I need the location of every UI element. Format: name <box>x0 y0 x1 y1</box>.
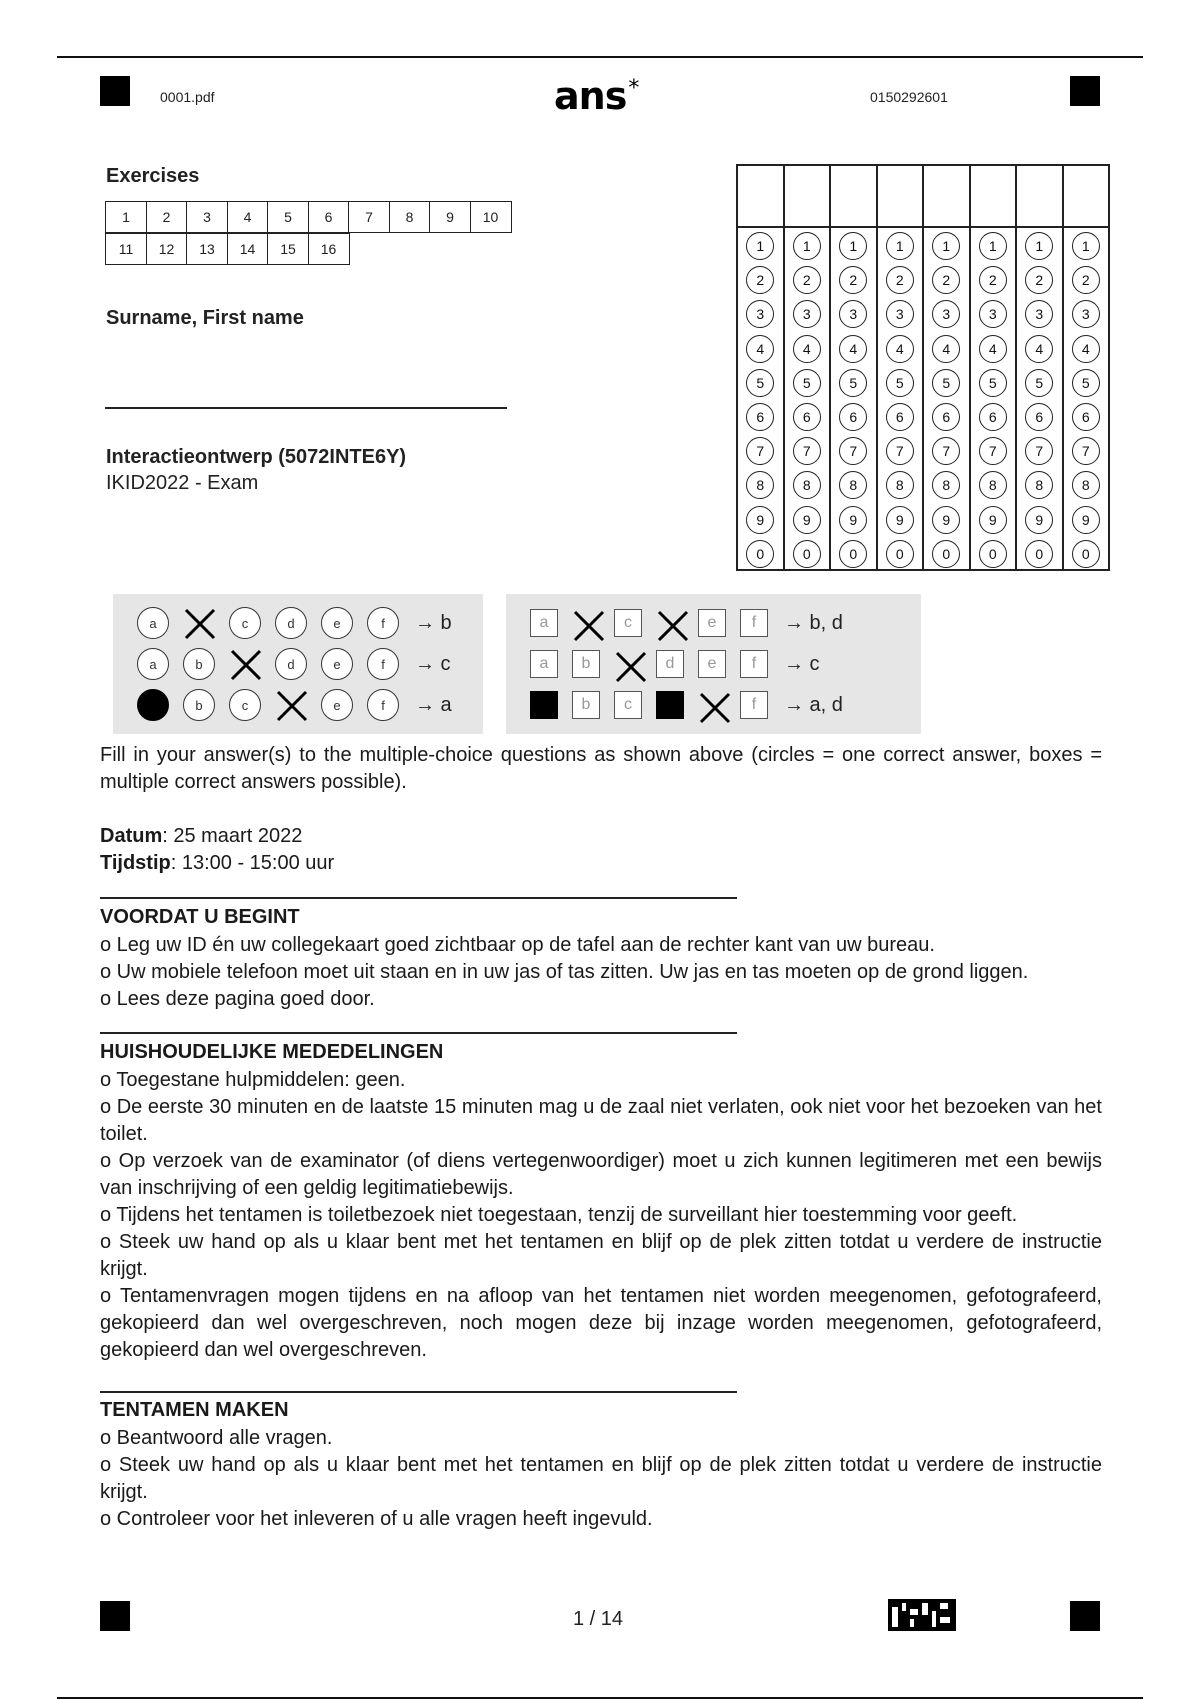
student-number-bubble[interactable]: 8 <box>1025 471 1053 499</box>
box-option-letter: e <box>707 655 717 672</box>
circle-option-letter: f <box>381 615 385 631</box>
box-example-row <box>530 688 843 722</box>
circle-option-a <box>137 648 169 680</box>
student-number-bubble[interactable]: 7 <box>979 437 1007 465</box>
box-option-c <box>614 609 642 637</box>
student-number-bubble[interactable]: 8 <box>746 471 774 499</box>
circle-example-row <box>137 688 452 722</box>
student-number-bubble[interactable]: 4 <box>1072 335 1100 363</box>
circle-example-row <box>137 606 452 640</box>
circle-option-b <box>183 648 215 680</box>
name-field-label: Surname, First name <box>106 307 304 329</box>
student-number-column <box>783 166 830 569</box>
exercise-cell: 4 <box>227 201 269 233</box>
student-number-bubble[interactable]: 6 <box>746 403 774 431</box>
box-option-f <box>740 609 768 637</box>
box-option-d <box>656 691 684 719</box>
student-number-bubble[interactable]: 7 <box>746 437 774 465</box>
student-number-bubble[interactable]: 0 <box>979 540 1007 568</box>
student-number-bubble[interactable]: 9 <box>839 506 867 534</box>
student-number-bubble[interactable]: 5 <box>793 369 821 397</box>
student-number-bubble[interactable]: 2 <box>932 266 960 294</box>
box-option-b <box>572 650 600 678</box>
box-option-letter: c <box>624 696 632 713</box>
student-number-bubble[interactable]: 2 <box>793 266 821 294</box>
box-option-d <box>656 650 684 678</box>
circle-option-letter: a <box>149 656 157 672</box>
circle-option-f <box>367 689 399 721</box>
box-option-letter: b <box>581 696 591 713</box>
box-option-letter: d <box>665 655 675 672</box>
student-number-bubble[interactable]: 9 <box>793 506 821 534</box>
student-number-bubble[interactable]: 6 <box>886 403 914 431</box>
circle-example-row <box>137 647 451 681</box>
list-item: o Lees deze pagina goed door. <box>100 988 375 1010</box>
box-option-letter: b <box>581 655 591 672</box>
date-line <box>100 823 1102 850</box>
student-number-bubble[interactable]: 2 <box>746 266 774 294</box>
exercises-row-2 <box>105 233 350 265</box>
student-number-bubble[interactable]: 9 <box>886 506 914 534</box>
circle-option-letter: e <box>333 656 341 672</box>
circle-option-b <box>183 689 215 721</box>
student-number-column <box>1062 166 1109 569</box>
student-number-bubble[interactable]: 4 <box>793 335 821 363</box>
box-option-a <box>530 650 558 678</box>
student-number-bubble[interactable]: 1 <box>839 232 867 260</box>
circle-option-letter: d <box>287 615 295 631</box>
student-number-digit-box[interactable] <box>785 166 830 228</box>
time-line <box>100 850 1102 877</box>
exercise-cell: 14 <box>227 233 269 265</box>
list-item: o Toegestane hulpmiddelen: geen. <box>100 1069 406 1091</box>
student-number-column <box>922 166 969 569</box>
student-number-digit-box[interactable] <box>971 166 1016 228</box>
list-item: o Uw mobiele telefoon moet uit staan en in uw jas of tas zitten. Uw jas en tas moeten op de grond liggen. <box>100 961 1029 983</box>
circle-option-letter: c <box>241 615 249 631</box>
student-number-bubble[interactable]: 3 <box>886 300 914 328</box>
multiple-choice-instruction: Fill in your answer(s) to the multiple-choice questions as shown above (circles = one correct answer, boxes = multiple correct answers possible). <box>100 744 1102 793</box>
exercise-cell: 1 <box>105 201 147 233</box>
box-option-e <box>698 691 726 719</box>
section-title-exam: TENTAMEN MAKEN <box>100 1399 289 1421</box>
circle-option-e <box>321 648 353 680</box>
circle-example-result: → a <box>415 693 452 716</box>
student-number-bubble[interactable]: 4 <box>1025 335 1053 363</box>
student-number-digit-box[interactable] <box>831 166 876 228</box>
corner-marker-top-left <box>100 76 130 106</box>
circle-option-c <box>229 607 261 639</box>
student-number-bubble[interactable]: 7 <box>1072 437 1100 465</box>
student-number-bubble[interactable]: 7 <box>886 437 914 465</box>
box-option-f <box>740 691 768 719</box>
circle-option-d <box>275 648 307 680</box>
student-number-column <box>1015 166 1062 569</box>
box-option-b <box>572 609 600 637</box>
student-number-bubble[interactable]: 9 <box>1072 506 1100 534</box>
box-option-letter: f <box>751 614 757 631</box>
logo-text: ans <box>554 74 627 118</box>
corner-marker-bottom-right <box>1070 1601 1100 1631</box>
box-option-e <box>698 609 726 637</box>
student-number-column <box>738 166 783 569</box>
circle-option-e <box>321 689 353 721</box>
student-number-digit-box[interactable] <box>738 166 783 228</box>
exercise-cell: 6 <box>308 201 350 233</box>
box-option-a <box>530 691 558 719</box>
circle-option-a <box>137 607 169 639</box>
document-code: 0150292601 <box>870 89 948 105</box>
student-number-bubble[interactable]: 3 <box>1072 300 1100 328</box>
section-title-before: VOORDAT U BEGINT <box>100 906 300 928</box>
filename: 0001.pdf <box>160 89 215 105</box>
student-number-bubble[interactable]: 9 <box>746 506 774 534</box>
list-item: o De eerste 30 minuten en de laatste 15 minuten mag u de zaal niet verlaten, ook niet voor het bezoeken van het toilet. <box>100 1096 1102 1145</box>
student-number-digit-box[interactable] <box>1017 166 1062 228</box>
student-number-bubble[interactable]: 5 <box>886 369 914 397</box>
student-number-bubble[interactable]: 7 <box>839 437 867 465</box>
circle-option-letter: c <box>241 697 249 713</box>
circle-example-result: → c <box>415 652 451 675</box>
box-example-result: → b, d <box>784 611 843 634</box>
student-number-bubble[interactable]: 8 <box>793 471 821 499</box>
box-option-letter: f <box>751 696 757 713</box>
circle-option-letter: f <box>381 697 385 713</box>
box-example-row <box>530 606 843 640</box>
student-number-bubble[interactable]: 3 <box>746 300 774 328</box>
student-number-bubble[interactable]: 0 <box>1072 540 1100 568</box>
student-number-bubble[interactable]: 1 <box>746 232 774 260</box>
student-number-bubble[interactable]: 1 <box>932 232 960 260</box>
student-number-bubble[interactable]: 5 <box>839 369 867 397</box>
exercise-cell: 2 <box>146 201 188 233</box>
student-number-bubble[interactable]: 0 <box>839 540 867 568</box>
student-number-digit-box[interactable] <box>878 166 923 228</box>
circle-option-a <box>137 689 169 721</box>
student-number-bubble[interactable]: 6 <box>932 403 960 431</box>
box-example-result: → c <box>784 652 820 675</box>
student-number-bubble[interactable]: 0 <box>932 540 960 568</box>
student-number-bubble[interactable]: 6 <box>839 403 867 431</box>
barcode-icon <box>888 1599 956 1631</box>
student-number-bubble[interactable]: 1 <box>793 232 821 260</box>
student-number-bubble[interactable]: 6 <box>1025 403 1053 431</box>
section-title-house: HUISHOUDELIJKE MEDEDELINGEN <box>100 1041 444 1063</box>
box-option-b <box>572 691 600 719</box>
circle-option-letter: b <box>195 656 203 672</box>
circle-option-c <box>229 689 261 721</box>
student-number-bubble[interactable]: 4 <box>746 335 774 363</box>
student-number-bubble[interactable]: 5 <box>746 369 774 397</box>
top-border-line <box>57 56 1143 58</box>
student-number-bubble[interactable]: 5 <box>1025 369 1053 397</box>
list-item: o Op verzoek van de examinator (of diens vertegenwoordiger) moet u zich kunnen legitimeren met een bewijs van inschrijving of een geldig legitimatiebewijs. <box>100 1150 1102 1199</box>
student-number-digit-box[interactable] <box>1064 166 1109 228</box>
circle-option-f <box>367 648 399 680</box>
box-option-c <box>614 691 642 719</box>
student-number-bubble[interactable]: 4 <box>839 335 867 363</box>
date-value: : 25 maart 2022 <box>162 825 303 847</box>
student-number-bubble[interactable]: 0 <box>886 540 914 568</box>
corner-marker-bottom-left <box>100 1601 130 1631</box>
box-option-letter: c <box>624 614 632 631</box>
exercise-cell: 12 <box>146 233 188 265</box>
date-label: Datum <box>100 825 163 847</box>
course-subtitle: IKID2022 - Exam <box>106 472 259 494</box>
time-label: Tijdstip <box>100 852 171 874</box>
student-number-bubble[interactable]: 8 <box>1072 471 1100 499</box>
student-number-bubble[interactable]: 2 <box>839 266 867 294</box>
student-number-bubble[interactable]: 8 <box>886 471 914 499</box>
student-number-bubble[interactable]: 5 <box>979 369 1007 397</box>
exercise-cell: 3 <box>186 201 228 233</box>
circle-option-letter: e <box>333 697 341 713</box>
circle-option-letter: d <box>287 656 295 672</box>
student-number-bubble[interactable]: 4 <box>886 335 914 363</box>
exercise-cell: 9 <box>429 201 471 233</box>
student-number-bubble[interactable]: 3 <box>1025 300 1053 328</box>
student-number-bubble[interactable]: 4 <box>979 335 1007 363</box>
list-item: o Steek uw hand op als u klaar bent met het tentamen en blijf op de plek zitten totdat u verdere de instructie krijgt. <box>100 1231 1102 1280</box>
student-number-bubble[interactable]: 6 <box>979 403 1007 431</box>
box-option-letter: a <box>539 614 549 631</box>
student-number-bubble[interactable]: 3 <box>932 300 960 328</box>
student-number-bubble[interactable]: 1 <box>979 232 1007 260</box>
circle-option-e <box>321 607 353 639</box>
student-number-bubble[interactable]: 1 <box>1025 232 1053 260</box>
circle-option-letter: f <box>381 656 385 672</box>
student-number-bubble[interactable]: 1 <box>1072 232 1100 260</box>
student-number-bubble[interactable]: 7 <box>793 437 821 465</box>
list-item: o Steek uw hand op als u klaar bent met het tentamen en blijf op de plek zitten totdat u verdere de instructie krijgt. <box>100 1454 1102 1503</box>
section-divider-before <box>100 897 737 899</box>
section-divider-exam <box>100 1391 737 1393</box>
circle-option-letter: a <box>149 615 157 631</box>
section-items-house <box>100 1067 1102 1364</box>
student-number-bubble[interactable]: 8 <box>979 471 1007 499</box>
logo-asterisk: * <box>628 76 639 101</box>
student-number-bubble[interactable]: 2 <box>886 266 914 294</box>
circle-option-c <box>229 648 261 680</box>
student-number-bubble[interactable]: 1 <box>886 232 914 260</box>
box-option-c <box>614 650 642 678</box>
student-number-bubble[interactable]: 7 <box>1025 437 1053 465</box>
box-example-row <box>530 647 820 681</box>
student-number-bubble[interactable]: 9 <box>979 506 1007 534</box>
student-number-bubble[interactable]: 3 <box>979 300 1007 328</box>
student-number-bubble[interactable]: 7 <box>932 437 960 465</box>
student-number-bubble[interactable]: 6 <box>1072 403 1100 431</box>
student-number-column <box>969 166 1016 569</box>
circle-option-letter: b <box>195 697 203 713</box>
student-number-bubble[interactable]: 0 <box>746 540 774 568</box>
student-number-bubble[interactable]: 2 <box>1072 266 1100 294</box>
student-number-bubble[interactable]: 5 <box>932 369 960 397</box>
exercise-cell: 15 <box>267 233 309 265</box>
course-title: Interactieontwerp (5072INTE6Y) <box>106 446 407 468</box>
list-item: o Tentamenvragen mogen tijdens en na afloop van het tentamen niet worden meegenomen, gefotografeerd, gekopieerd dan wel overgeschreven, noch mogen deze bij inzage worden meegenomen, gefotografeerd, gekopieerd dan wel overgeschreven. <box>100 1285 1102 1361</box>
corner-marker-top-right <box>1070 76 1100 106</box>
list-item: o Tijdens het tentamen is toiletbezoek niet toegestaan, tenzij de surveillant hier toestemming voor geeft. <box>100 1204 1018 1226</box>
student-number-bubble[interactable]: 5 <box>1072 369 1100 397</box>
box-option-letter: e <box>707 614 717 631</box>
box-option-e <box>698 650 726 678</box>
page-indicator: 1 / 14 <box>573 1608 624 1630</box>
box-option-letter: f <box>751 655 757 672</box>
name-field-line[interactable] <box>105 407 507 409</box>
student-number-bubble[interactable]: 0 <box>1025 540 1053 568</box>
student-number-bubble[interactable]: 2 <box>1025 266 1053 294</box>
student-number-bubble[interactable]: 4 <box>932 335 960 363</box>
student-number-column <box>876 166 923 569</box>
student-number-column <box>829 166 876 569</box>
section-items-exam <box>100 1425 1102 1533</box>
circle-example-result: → b <box>415 611 452 634</box>
exercise-cell: 8 <box>389 201 431 233</box>
list-item: o Leg uw ID én uw collegekaart goed zichtbaar op de tafel aan de rechter kant van uw bureau. <box>100 934 935 956</box>
student-number-bubble[interactable]: 9 <box>1025 506 1053 534</box>
student-number-bubble[interactable]: 6 <box>793 403 821 431</box>
circle-option-d <box>275 689 307 721</box>
section-divider-house <box>100 1032 737 1034</box>
student-number-bubble[interactable]: 3 <box>793 300 821 328</box>
exercises-label: Exercises <box>106 165 200 187</box>
circle-option-b <box>183 607 215 639</box>
student-number-bubble[interactable]: 8 <box>932 471 960 499</box>
student-number-bubble[interactable]: 9 <box>932 506 960 534</box>
student-number-digit-box[interactable] <box>924 166 969 228</box>
bottom-border-line <box>57 1697 1143 1699</box>
student-number-grid <box>736 164 1110 571</box>
student-number-bubble[interactable]: 2 <box>979 266 1007 294</box>
exercise-cell: 11 <box>105 233 147 265</box>
box-example-result: → a, d <box>784 693 843 716</box>
time-value: : 13:00 - 15:00 uur <box>170 852 335 874</box>
circle-option-f <box>367 607 399 639</box>
exercise-cell: 5 <box>267 201 309 233</box>
ans-logo <box>554 74 638 118</box>
box-option-letter: a <box>539 655 549 672</box>
circle-option-d <box>275 607 307 639</box>
list-item: o Controleer voor het inleveren of u alle vragen heeft ingevuld. <box>100 1508 653 1530</box>
section-items-before <box>100 932 1102 1013</box>
student-number-bubble[interactable]: 3 <box>839 300 867 328</box>
student-number-bubble[interactable]: 0 <box>793 540 821 568</box>
circle-option-letter: e <box>333 615 341 631</box>
box-option-a <box>530 609 558 637</box>
exercises-row-1 <box>105 201 512 233</box>
exercise-cell: 10 <box>470 201 512 233</box>
student-number-bubble[interactable]: 8 <box>839 471 867 499</box>
exercise-cell: 13 <box>186 233 228 265</box>
box-option-d <box>656 609 684 637</box>
list-item: o Beantwoord alle vragen. <box>100 1427 333 1449</box>
exercise-cell: 16 <box>308 233 350 265</box>
box-option-f <box>740 650 768 678</box>
exercise-cell: 7 <box>348 201 390 233</box>
